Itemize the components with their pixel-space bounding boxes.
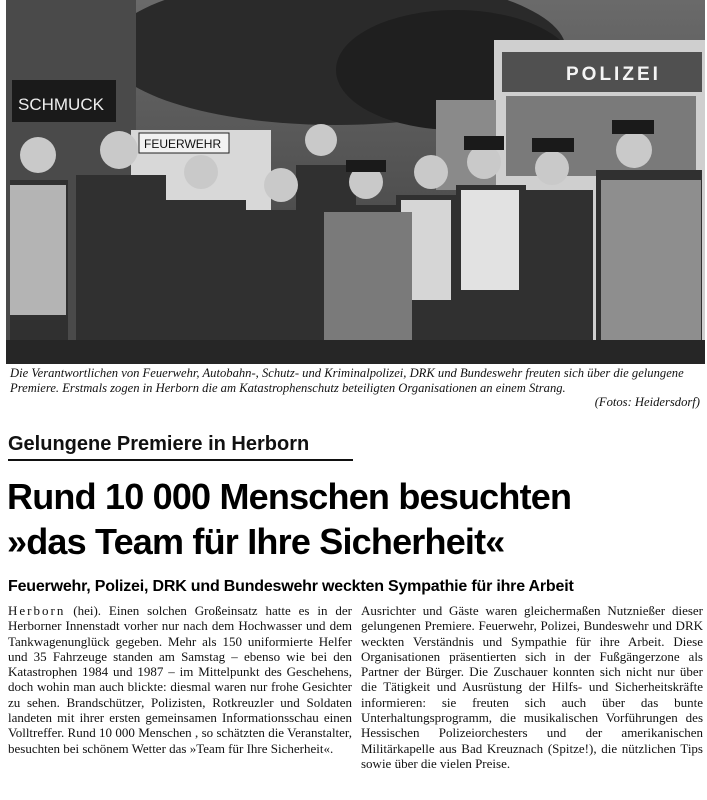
caption-text: Die Verantwortlichen von Feuerwehr, Autobahn-, Schutz- und Kriminalpolizei, DRK und Bundeswehr freuten sich über die gelungene Premiere. Erstmals zogen in Herborn die am Katastrophenschutz beteiligten Organisationen an einem Strang. [10, 366, 684, 395]
photo-caption [10, 366, 700, 410]
group-photo-drawing [6, 0, 705, 364]
headline-line-2: »das Team für Ihre Sicherheit« [7, 521, 505, 562]
sign-schmuck: SCHMUCK [18, 95, 104, 114]
article-column-1 [8, 603, 352, 756]
column-2-text: Ausrichter und Gäste waren gleichermaßen Nutznießer dieser gelungenen Premiere. Feuerwehr, Polizei, Bundeswehr und DRK weckten Verständnis und Sympathie für ihre Arbeit. Diese Organisationen präsentierten sich in der Fußgängerzone als Partner der Bürger. Die Zuschauer konnten sich nicht nur über die Tätigkeit und Ausrüstung der Hilfs- und Sicherheitskräfte informieren: sie freuten sich auch über das bunte Unterhaltungsprogramm, die musikalischen Vorführungen des Hessischen Polizeiorchesters und der amerikanischen Militärkapelle aus Bad Kreuznach (Spitze!), die nützlichen Tips sowie über die vielen Preise. [361, 603, 703, 771]
sign-polizei: POLIZEI [566, 64, 661, 85]
column-1-text: (hei). Einen solchen Großeinsatz hatte es in der Herborner Innenstadt vorher nur nach dem Hochwasser und dem Tankwagenunglück gegeben. Mehr als 150 uniformierte Helfer und 35 Fahrzeuge standen am Samstag – ebenso wie bei den Katastrophen 1984 und 1987 – im Mittelpunkt des Geschehens, doch wohin man auch blickte: diesmal waren nur frohe Gesichter zu sehen. Brandschützer, Polizisten, Rotkreuzler und Soldaten landeten mit ihrer ersten gemeinsamen Informationsschau einen Volltreffer. Rund 10 000 Menschen , so schätzten die Veranstalter, besuchten bei schönem Wetter das »Team für Ihre Sicherheit«. [8, 603, 353, 756]
group-photo [6, 0, 705, 364]
subheadline: Feuerwehr, Polizei, DRK und Bundeswehr weckten Sympathie für ihre Arbeit [8, 578, 574, 595]
dateline: Herborn [8, 603, 66, 618]
headline-line-1: Rund 10 000 Menschen besuchten [7, 476, 572, 517]
photo-credit: (Fotos: Heidersdorf) [594, 395, 700, 409]
kicker-line: Gelungene Premiere in Herborn [8, 431, 353, 461]
headline [7, 474, 707, 564]
article-column-2 [361, 603, 703, 771]
sign-feuerwehr: FEUERWEHR [144, 137, 222, 151]
